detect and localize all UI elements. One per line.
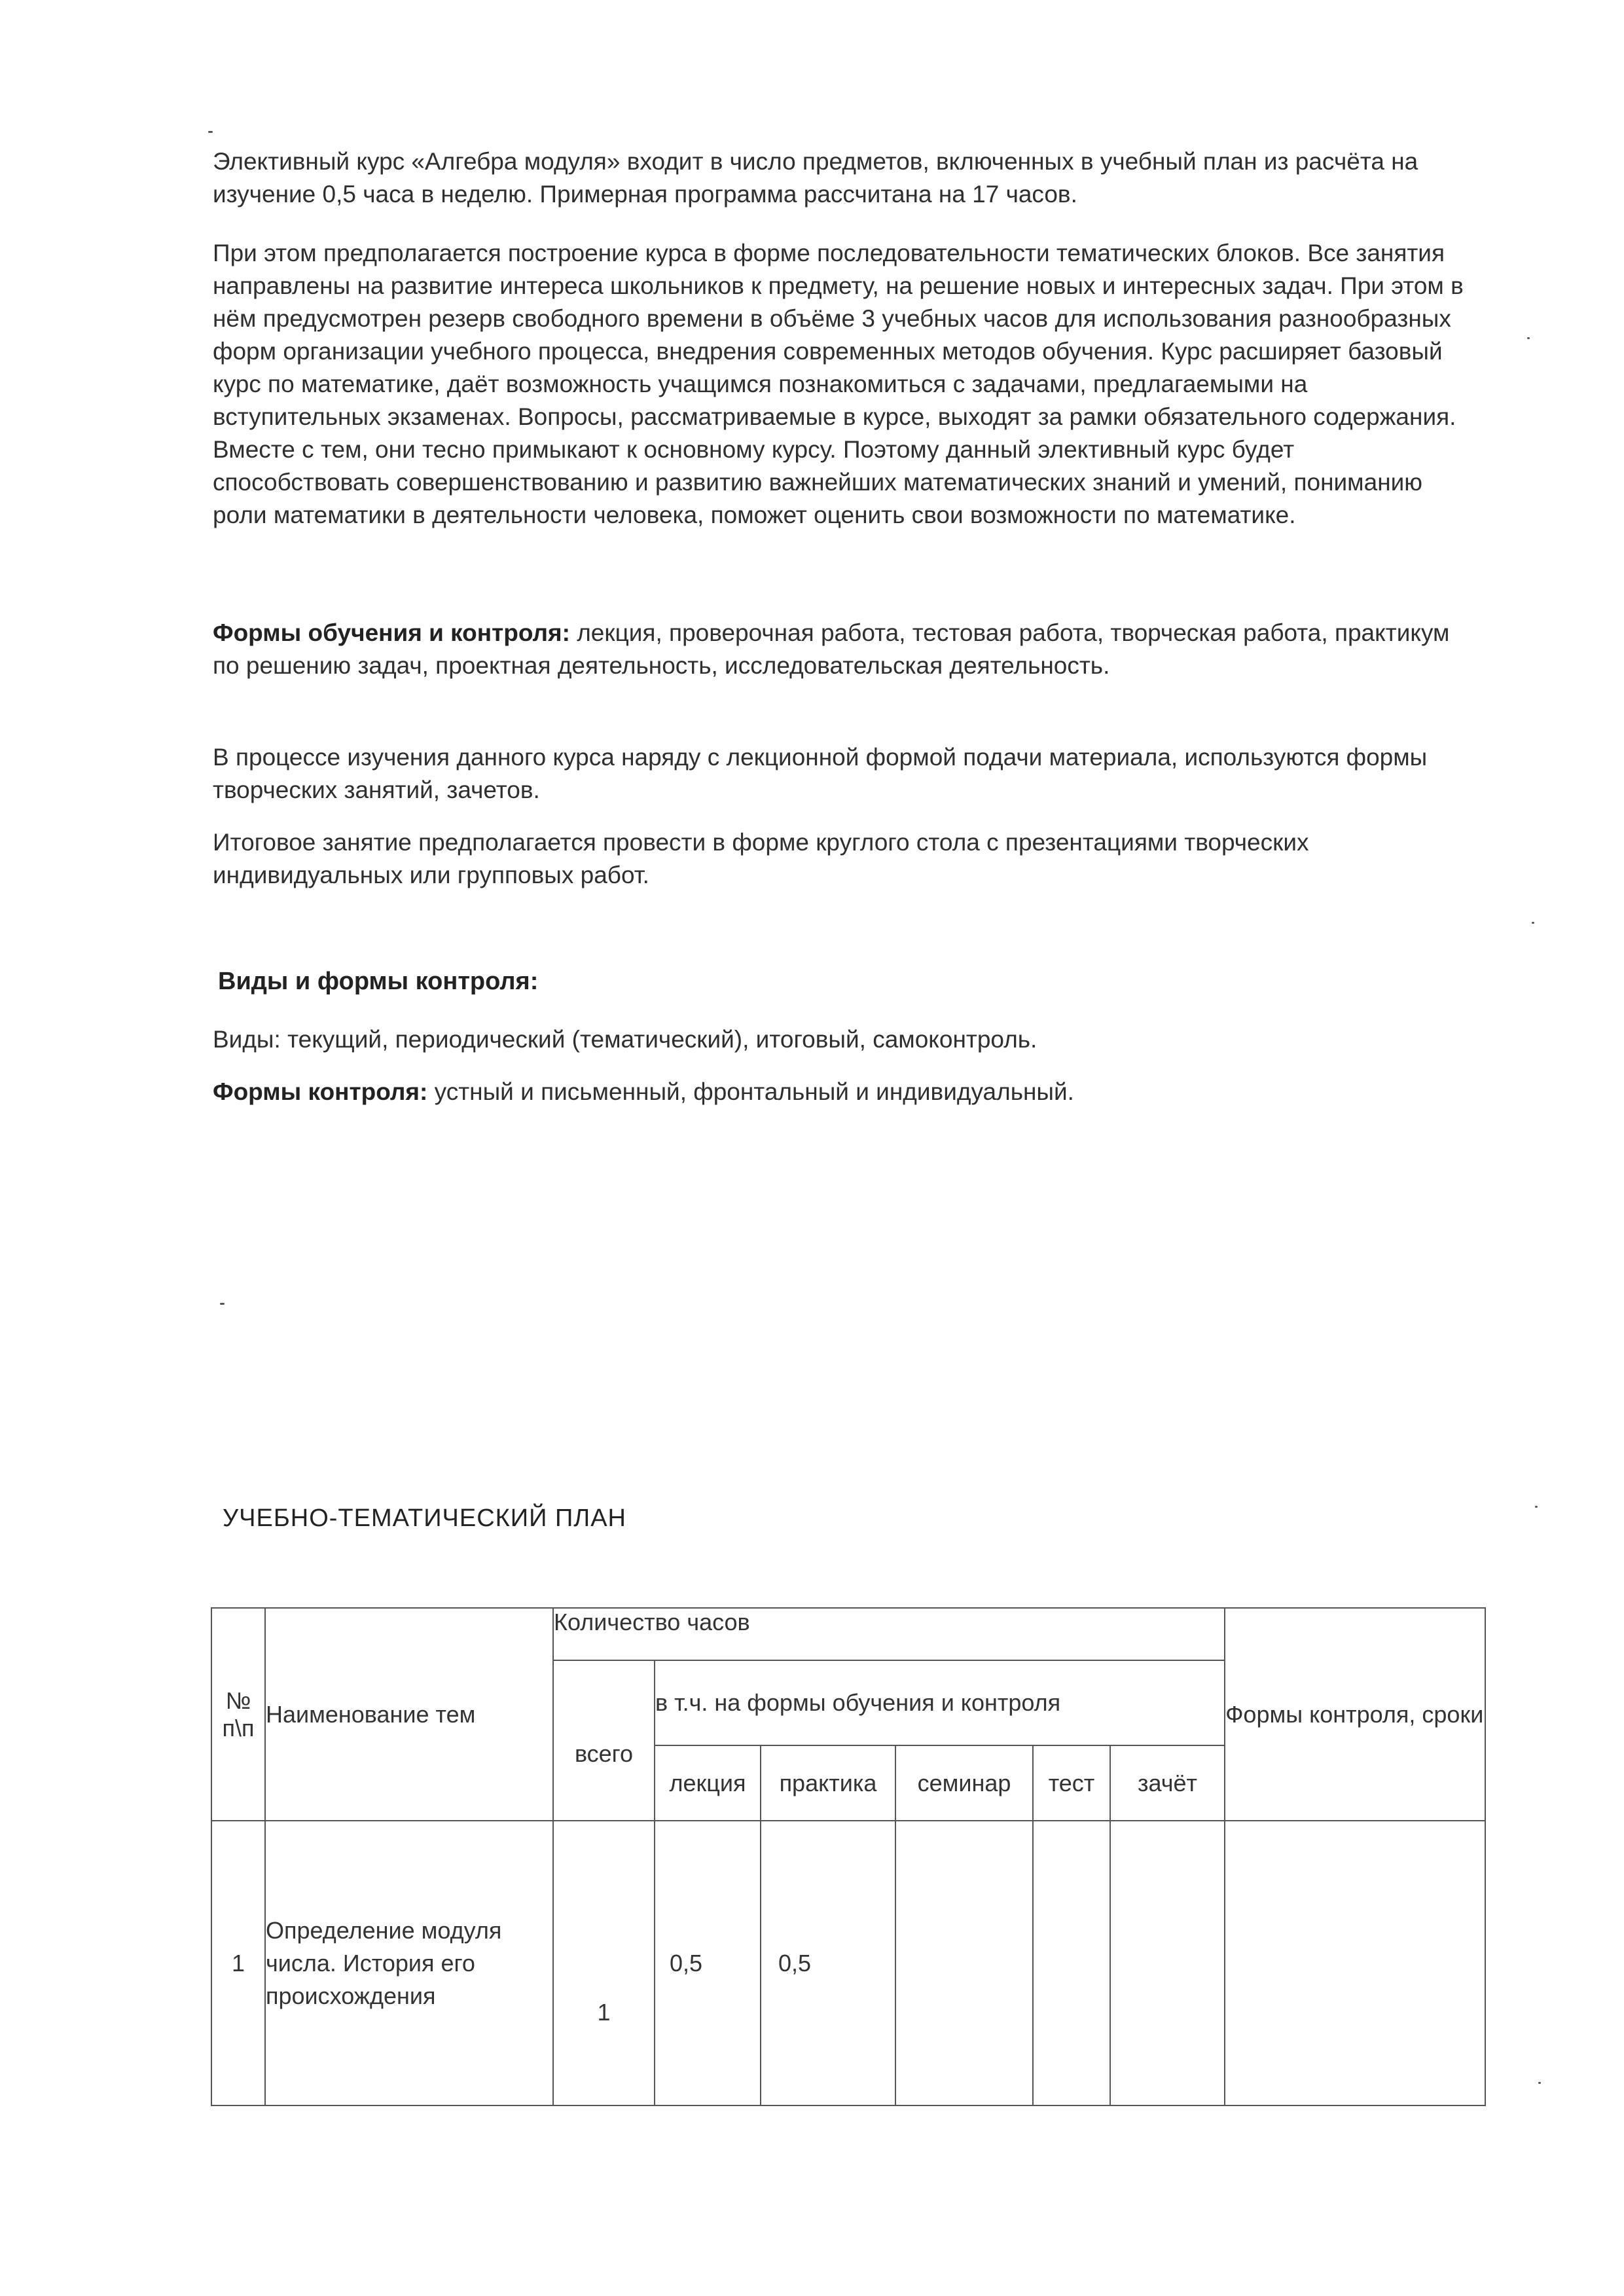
row-number: 1 bbox=[211, 1821, 265, 2105]
row-forms bbox=[1225, 1821, 1485, 2105]
header-total: всего bbox=[553, 1660, 655, 1821]
intro-paragraph-2: При этом предполагается построение курса в форме последовательности тематических блоков. Все занятия направлены на развитие интереса школьников к предмету, на решение новых и интересных задач. При этом в нём предусмотрен резерв свободного времени в объёме 3 учебных часов для использования разнообразных форм организации учебного процесса, внедрения современных методов обучения. Курс расширяет базовый курс по математике, даёт возможность учащимся познакомиться с задачами, предлагаемыми на вступительных экзаменах. Вопросы, рассматриваемые в курсе, выходят за рамки обязательного содержания. Вместе с тем, они тесно примыкают к основному курсу. Поэтому данный элективный курс будет способствовать совершенствованию и развитию важнейших математических знаний и умений, пониманию роли математики в деятельности человека, поможет оценить свои возможности по математике. bbox=[213, 240, 1464, 528]
header-practice: практика bbox=[761, 1745, 895, 1821]
control-forms bbox=[213, 1076, 1470, 1108]
control-forms-label: Формы контроля: bbox=[213, 1078, 428, 1105]
intro-paragraph-1: Элективный курс «Алгебра модуля» входит в число предметов, включенных в учебный план из расчёта на изучение 0,5 часа в неделю. Примерная программа рассчитана на 17 часов. bbox=[213, 148, 1418, 208]
scan-speck bbox=[1535, 1506, 1538, 1508]
scan-speck bbox=[1538, 2082, 1541, 2084]
header-included: в т.ч. на формы обучения и контроля bbox=[655, 1660, 1225, 1745]
row-seminar bbox=[895, 1821, 1033, 2105]
header-lecture: лекция bbox=[655, 1745, 761, 1821]
forms-learning-text: лекция, проверочная работа, тестовая работа, творческая работа, практикум по решению задач, проектная деятельность, исследовательская деятельность. bbox=[213, 619, 1450, 679]
header-topic: Наименование тем bbox=[265, 1608, 553, 1821]
scan-speck bbox=[1532, 922, 1534, 924]
table-row bbox=[211, 1821, 1485, 2105]
scan-speck bbox=[208, 131, 213, 133]
intro-paragraph-4: В процессе изучения данного курса наряду с лекционной формой подачи материала, используются формы творческих занятий, зачетов. bbox=[213, 744, 1428, 803]
control-types: Виды: текущий, периодический (тематический), итоговый, самоконтроль. bbox=[213, 1026, 1038, 1053]
row-practice: 0,5 bbox=[761, 1821, 895, 2105]
row-topic: Определение модуля числа. История его происхождения bbox=[265, 1821, 553, 2105]
study-plan-table bbox=[211, 1607, 1486, 2106]
intro-paragraph-5: Итоговое занятие предполагается провести в форме круглого стола с презентациями творческих индивидуальных или групповых работ. bbox=[213, 829, 1309, 888]
row-lecture: 0,5 bbox=[655, 1821, 761, 2105]
control-heading: Виды и формы контроля: bbox=[218, 968, 539, 995]
control-forms-text: устный и письменный, фронтальный и индивидуальный. bbox=[427, 1078, 1074, 1105]
plan-title: УЧЕБНО-ТЕМАТИЧЕСКИЙ ПЛАН bbox=[223, 1504, 626, 1532]
scan-speck bbox=[220, 1303, 225, 1305]
row-total: 1 bbox=[553, 1821, 655, 2105]
intro-paragraph-3 bbox=[213, 617, 1470, 682]
header-number: № п\п bbox=[211, 1608, 265, 1821]
header-credit: зачёт bbox=[1110, 1745, 1225, 1821]
forms-learning-label: Формы обучения и контроля: bbox=[213, 619, 570, 646]
scan-speck bbox=[1527, 337, 1530, 339]
row-test bbox=[1033, 1821, 1110, 2105]
row-credit bbox=[1110, 1821, 1225, 2105]
header-seminar: семинар bbox=[895, 1745, 1033, 1821]
header-forms: Формы контроля, сроки bbox=[1225, 1608, 1485, 1821]
header-test: тест bbox=[1033, 1745, 1110, 1821]
header-hours: Количество часов bbox=[553, 1608, 1225, 1660]
